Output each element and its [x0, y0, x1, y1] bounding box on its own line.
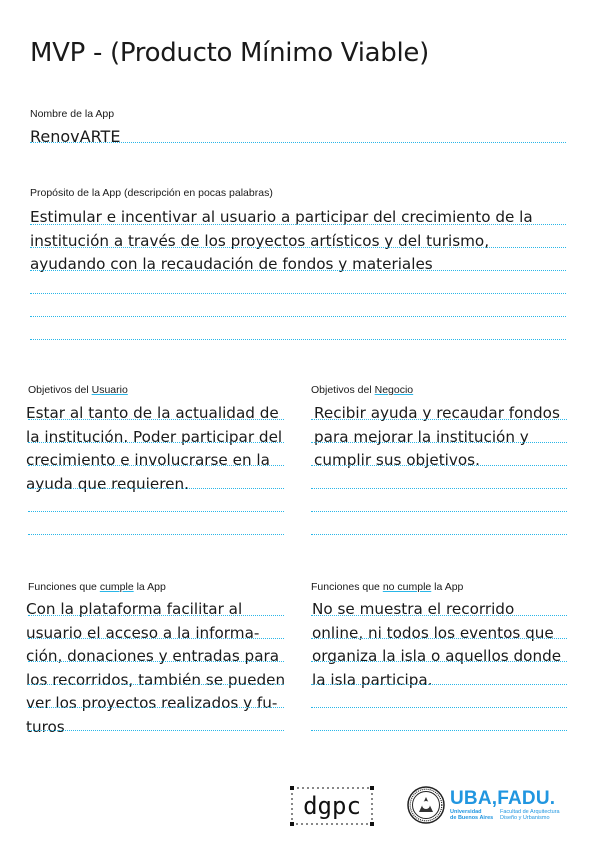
user-goals-line [28, 419, 284, 420]
user-goals-label-prefix: Objetivos del [28, 384, 92, 396]
uba-seal-icon [407, 786, 445, 824]
functions-yes-line [28, 615, 284, 616]
functions-yes-line [28, 661, 284, 662]
functions-no-line [311, 684, 567, 685]
functions-no-label-suffix: la App [431, 581, 464, 593]
functions-no-line [311, 661, 567, 662]
uba-caption [450, 809, 493, 821]
functions-yes-line-1: Con la plataforma facilitar al [26, 600, 243, 618]
functions-yes-line-4: los recorridos, también se pueden [26, 670, 286, 689]
functions-yes-label-suffix: la App [133, 581, 166, 593]
user-goals-line-3: crecimiento e involucrarse en la [26, 451, 270, 469]
fadu-caption [500, 809, 560, 821]
user-goals-line [28, 511, 284, 512]
business-goals-line [311, 511, 567, 512]
functions-yes-line-6: turos [26, 717, 65, 736]
business-goals-line [311, 419, 567, 420]
user-goals-line [28, 534, 284, 535]
purpose-line [30, 339, 566, 340]
functions-no-line-2: online, ni todos los eventos que [312, 623, 554, 642]
dgpc-logo [290, 786, 374, 826]
functions-no-line [311, 730, 567, 731]
uba-caption-line-2: de Buenos Aires [450, 815, 494, 821]
functions-no-line-3: organiza la isla o aquellos donde [312, 647, 562, 665]
app-name-value: RenovARTE [30, 127, 121, 146]
uba-caption-line-1: Universidad [450, 809, 482, 815]
business-goals-line [311, 465, 567, 466]
uba-fadu-logo: UBA,FADU. [450, 788, 556, 809]
app-name-line [30, 142, 566, 143]
business-goals-line [311, 442, 567, 443]
functions-no-line-4: la isla participa. [312, 670, 433, 689]
business-goals-line-2: para mejorar la institución y [314, 427, 529, 446]
fadu-caption-line-2: Diseño y Urbanismo [500, 815, 550, 821]
business-goals-line [311, 488, 567, 489]
user-goals-line [28, 488, 284, 489]
purpose-line [30, 270, 566, 271]
business-goals-line-1: Recibir ayuda y recaudar fondos [314, 404, 560, 422]
business-goals-line [311, 534, 567, 535]
functions-yes-line [28, 684, 284, 685]
user-goals-line-4: ayuda que requieren. [26, 474, 189, 493]
business-goals-label [311, 384, 413, 396]
functions-yes-line [28, 638, 284, 639]
fadu-caption-line-1: Facultad de Arquitectura [500, 809, 560, 815]
functions-yes-line [28, 707, 284, 708]
user-goals-line [28, 465, 284, 466]
purpose-line [30, 293, 566, 294]
functions-yes-label [28, 581, 166, 593]
functions-yes-label-prefix: Funciones que [28, 581, 100, 593]
functions-no-label [311, 581, 463, 593]
functions-yes-line-2: usuario el acceso a la informa- [26, 623, 260, 642]
user-goals-line [28, 442, 284, 443]
functions-no-label-prefix: Funciones que [311, 581, 383, 593]
purpose-line [30, 247, 566, 248]
purpose-line-1: Estimular e incentivar al usuario a participar del crecimiento de la [30, 208, 533, 226]
user-goals-label-highlight: Usuario [91, 384, 128, 396]
functions-no-label-highlight: no cumple [382, 581, 432, 593]
user-goals-line-2: la institución. Poder participar del [26, 427, 283, 446]
purpose-line-2: institución a través de los proyectos artísticos y del turismo, [30, 231, 490, 250]
functions-no-line [311, 638, 567, 639]
business-goals-line-3: cumplir sus objetivos. [314, 451, 480, 469]
purpose-label: Propósito de la App (descripción en pocas palabras) [30, 187, 273, 199]
purpose-line-3: ayudando con la recaudación de fondos y materiales [30, 255, 433, 273]
functions-yes-line-5: ver los proyectos realizados y fu- [26, 694, 278, 712]
dgpc-logo-text: dgpc [303, 792, 361, 820]
business-goals-label-highlight: Negocio [374, 384, 414, 396]
functions-yes-line [28, 730, 284, 731]
functions-no-line [311, 615, 567, 616]
user-goals-label [28, 384, 128, 396]
functions-no-line [311, 707, 567, 708]
functions-yes-label-highlight: cumple [99, 581, 134, 593]
functions-yes-line-3: ción, donaciones y entradas para [26, 647, 280, 665]
user-goals-line-1: Estar al tanto de la actualidad de [26, 404, 279, 422]
app-name-label: Nombre de la App [30, 108, 115, 120]
purpose-line [30, 224, 566, 225]
page-title: MVP - (Producto Mínimo Viable) [30, 38, 429, 68]
functions-no-line-1: No se muestra el recorrido [312, 600, 515, 618]
purpose-line [30, 316, 566, 317]
business-goals-label-prefix: Objetivos del [311, 384, 375, 396]
